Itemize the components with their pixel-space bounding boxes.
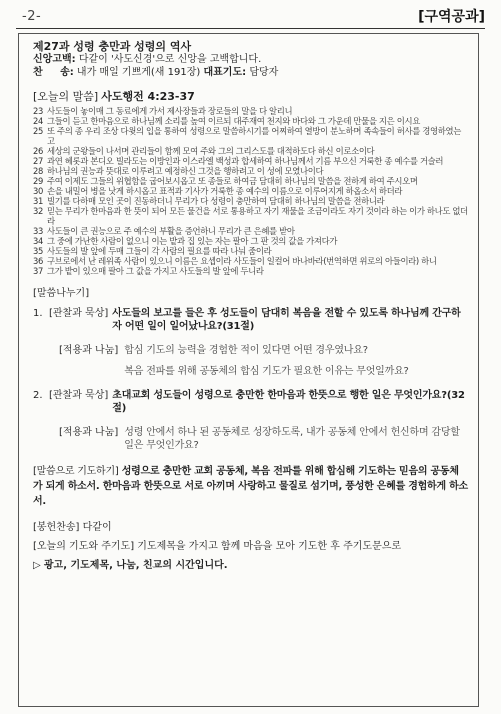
offering-row	[33, 521, 468, 534]
verse-number: 31	[33, 196, 43, 206]
prayer-leader-text: 담당자	[249, 67, 279, 78]
word-label: [오늘의 말씀]	[33, 90, 99, 103]
sharing-heading: [말씀나누기]	[33, 288, 90, 299]
prayer-leader-label: 대표기도:	[203, 67, 247, 78]
application-label: [적용과 나눔]	[59, 427, 119, 438]
verse-text: 그가 밭이 있으매 팔아 그 값을 가지고 사도들의 발 앞에 두니라	[47, 266, 264, 276]
lesson-frame	[18, 33, 479, 707]
verse-item	[33, 106, 468, 116]
question-1	[33, 307, 468, 333]
verse-item	[33, 226, 468, 236]
verse-list	[33, 106, 468, 276]
lesson-title: 제27과 성령 충만과 성령의 역사	[33, 40, 192, 53]
offering-label: [봉헌찬송]	[33, 522, 80, 533]
verse-text: 주여 이제도 그들의 위협함을 굽어보시옵고 또 종들로 하여금 담대히 하나님의 말씀을 전하게 하여 주시오며	[47, 176, 418, 186]
verse-number: 34	[33, 236, 43, 246]
confession-label: 신앙고백:	[33, 54, 76, 65]
offering-text: 다같이	[82, 522, 112, 533]
verse-text: 그들이 듣고 한마음으로 하나님께 소리를 높여 이르되 대주재여 천지와 바다와 그 가운데 만물을 지은 이시요	[47, 116, 420, 126]
question-2	[33, 389, 468, 415]
question-text: 초대교회 성도들이 성령으로 충만한 한마음과 한뜻으로 행한 일은 무엇인가요?(32절)	[112, 390, 465, 414]
word-heading	[33, 90, 468, 103]
section-label: [구역공과]	[418, 9, 485, 25]
verse-item	[33, 266, 468, 276]
verse-text: 믿는 무리가 한마음과 한 뜻이 되어 모든 물건을 서로 통용하고 자기 재물을 조금이라도 자기 것이라 하는 이가 하나도 없더라	[47, 206, 468, 226]
verse-number: 26	[33, 146, 43, 156]
application-line-2: 복음 전파를 위해 공동체의 합심 기도가 필요한 이유는 무엇일까요?	[124, 366, 409, 377]
closing-prayer-text: 성령으로 충만한 교회 공동체, 복음 전파를 위해 합심해 기도하는 믿음의 공동체가 되게 하소서. 한마음과 한뜻으로 서로 아끼며 사랑하고 물질로 섬기며, 풍성한 은혜를 경험하게 하소서.	[33, 466, 468, 507]
verse-text: 하나님의 권능과 뜻대로 이루려고 예정하신 그것을 행하려고 이 성에 모였나이다	[47, 166, 324, 176]
question-number: 1.	[33, 308, 43, 319]
verse-number: 24	[33, 116, 43, 126]
verse-number: 32	[33, 206, 43, 216]
verse-item	[33, 156, 468, 166]
hymn-label: 찬 송:	[33, 67, 74, 78]
closing-prayer	[33, 464, 468, 509]
header-divider	[16, 28, 485, 29]
verse-text: 세상의 군왕들이 나서며 관리들이 함께 모여 주와 그의 그리스도를 대적하도다 하신 이로소이다	[47, 146, 375, 156]
application-line-1: 합심 기도의 능력을 경험한 적이 있다면 어떤 경우였나요?	[124, 345, 368, 356]
closing-prayer-label: [말씀으로 기도하기]	[33, 466, 119, 477]
application-text: 성령 안에서 하나 된 공동체로 성장하도록, 내가 공동체 안에서 헌신하며 감당할 일은 무엇인가요?	[124, 427, 460, 451]
verse-number: 37	[33, 266, 43, 276]
verse-number: 28	[33, 166, 43, 176]
lords-prayer-row	[33, 540, 468, 553]
lords-prayer-label: [오늘의 기도와 주기도]	[33, 541, 135, 552]
verse-item	[33, 186, 468, 196]
lesson-content	[33, 40, 468, 572]
verse-number: 25	[33, 126, 43, 136]
application-1	[59, 344, 468, 378]
word-reference: 사도행전 4:23-37	[101, 90, 195, 103]
verse-item	[33, 126, 468, 146]
hymn-row	[33, 66, 468, 79]
verse-item	[33, 246, 468, 256]
confession-row	[33, 53, 468, 66]
verse-item	[33, 166, 468, 176]
verse-text: 구브로에서 난 레위족 사람이 있으니 이름은 요셉이라 사도들이 일컬어 바나바라(번역하면 위로의 아들이라) 하니	[47, 256, 437, 266]
application-2	[59, 426, 468, 452]
verse-number: 27	[33, 156, 43, 166]
closing-section	[33, 521, 468, 572]
question-label: [관찰과 묵상]	[49, 308, 109, 319]
confession-text: 다같이 '사도신경'으로 신앙을 고백합니다.	[78, 54, 262, 65]
verse-text: 또 주의 종 우리 조상 다윗의 입을 통하여 성령으로 말씀하시기를 어찌하여 열방이 분노하며 족속들이 허사를 경영하였는고	[47, 126, 461, 146]
verse-number: 35	[33, 246, 43, 256]
page-number: -2-	[22, 9, 42, 24]
verse-number: 23	[33, 106, 43, 116]
verse-text: 빌기를 다하매 모인 곳이 진동하더니 무리가 다 성령이 충만하여 담대히 하나님의 말씀을 전하니라	[47, 196, 385, 206]
verse-text: 과연 헤롯과 본디오 빌라도는 이방인과 이스라엘 백성과 합세하여 하나님께서 기름 부으신 거룩한 종 예수를 거슬러	[47, 156, 444, 166]
verse-text: 사도들이 큰 권능으로 주 예수의 부활을 증언하니 무리가 큰 은혜를 받아	[47, 226, 295, 236]
verse-text: 사도들이 놓이매 그 동료에게 가서 제사장들과 장로들의 말을 다 알리니	[47, 106, 293, 116]
verse-text: 사도들의 발 앞에 두매 그들이 각 사람의 필요를 따라 나눠 줌이라	[47, 246, 272, 256]
verse-item	[33, 116, 468, 126]
question-number: 2.	[33, 390, 43, 401]
application-label: [적용과 나눔]	[59, 345, 119, 356]
verse-item	[33, 146, 468, 156]
question-text: 사도들의 보고를 들은 후 성도들이 담대히 복음을 전할 수 있도록 하나님께 간구하자 어떤 일이 일어났나요?(31절)	[112, 308, 461, 332]
verse-text: 그 중에 가난한 사람이 없으니 이는 밭과 집 있는 자는 팔아 그 판 것의 값을 가져다가	[47, 236, 338, 246]
verse-number: 36	[33, 256, 43, 266]
verse-item	[33, 256, 468, 266]
verse-text: 손을 내밀어 병을 낫게 하시옵고 표적과 기사가 거룩한 종 예수의 이름으로 이루어지게 하옵소서 하더라	[47, 186, 403, 196]
hymn-text: 내가 매일 기쁘게(새 191장)	[76, 67, 201, 78]
application-text	[124, 344, 468, 378]
verse-item	[33, 176, 468, 186]
question-label: [관찰과 묵상]	[49, 390, 109, 401]
announcement-text: 광고, 기도제목, 나눔, 친교의 시간입니다.	[43, 560, 228, 571]
announcement-row	[33, 559, 468, 572]
verse-number: 30	[33, 186, 43, 196]
lords-prayer-text: 기도제목을 가지고 함께 마음을 모아 기도한 후 주기도문으로	[137, 541, 402, 552]
arrow-icon: ▷	[33, 560, 41, 571]
verse-number: 33	[33, 226, 43, 236]
verse-item	[33, 196, 468, 206]
verse-item	[33, 236, 468, 246]
verse-number: 29	[33, 176, 43, 186]
verse-item	[33, 206, 468, 226]
